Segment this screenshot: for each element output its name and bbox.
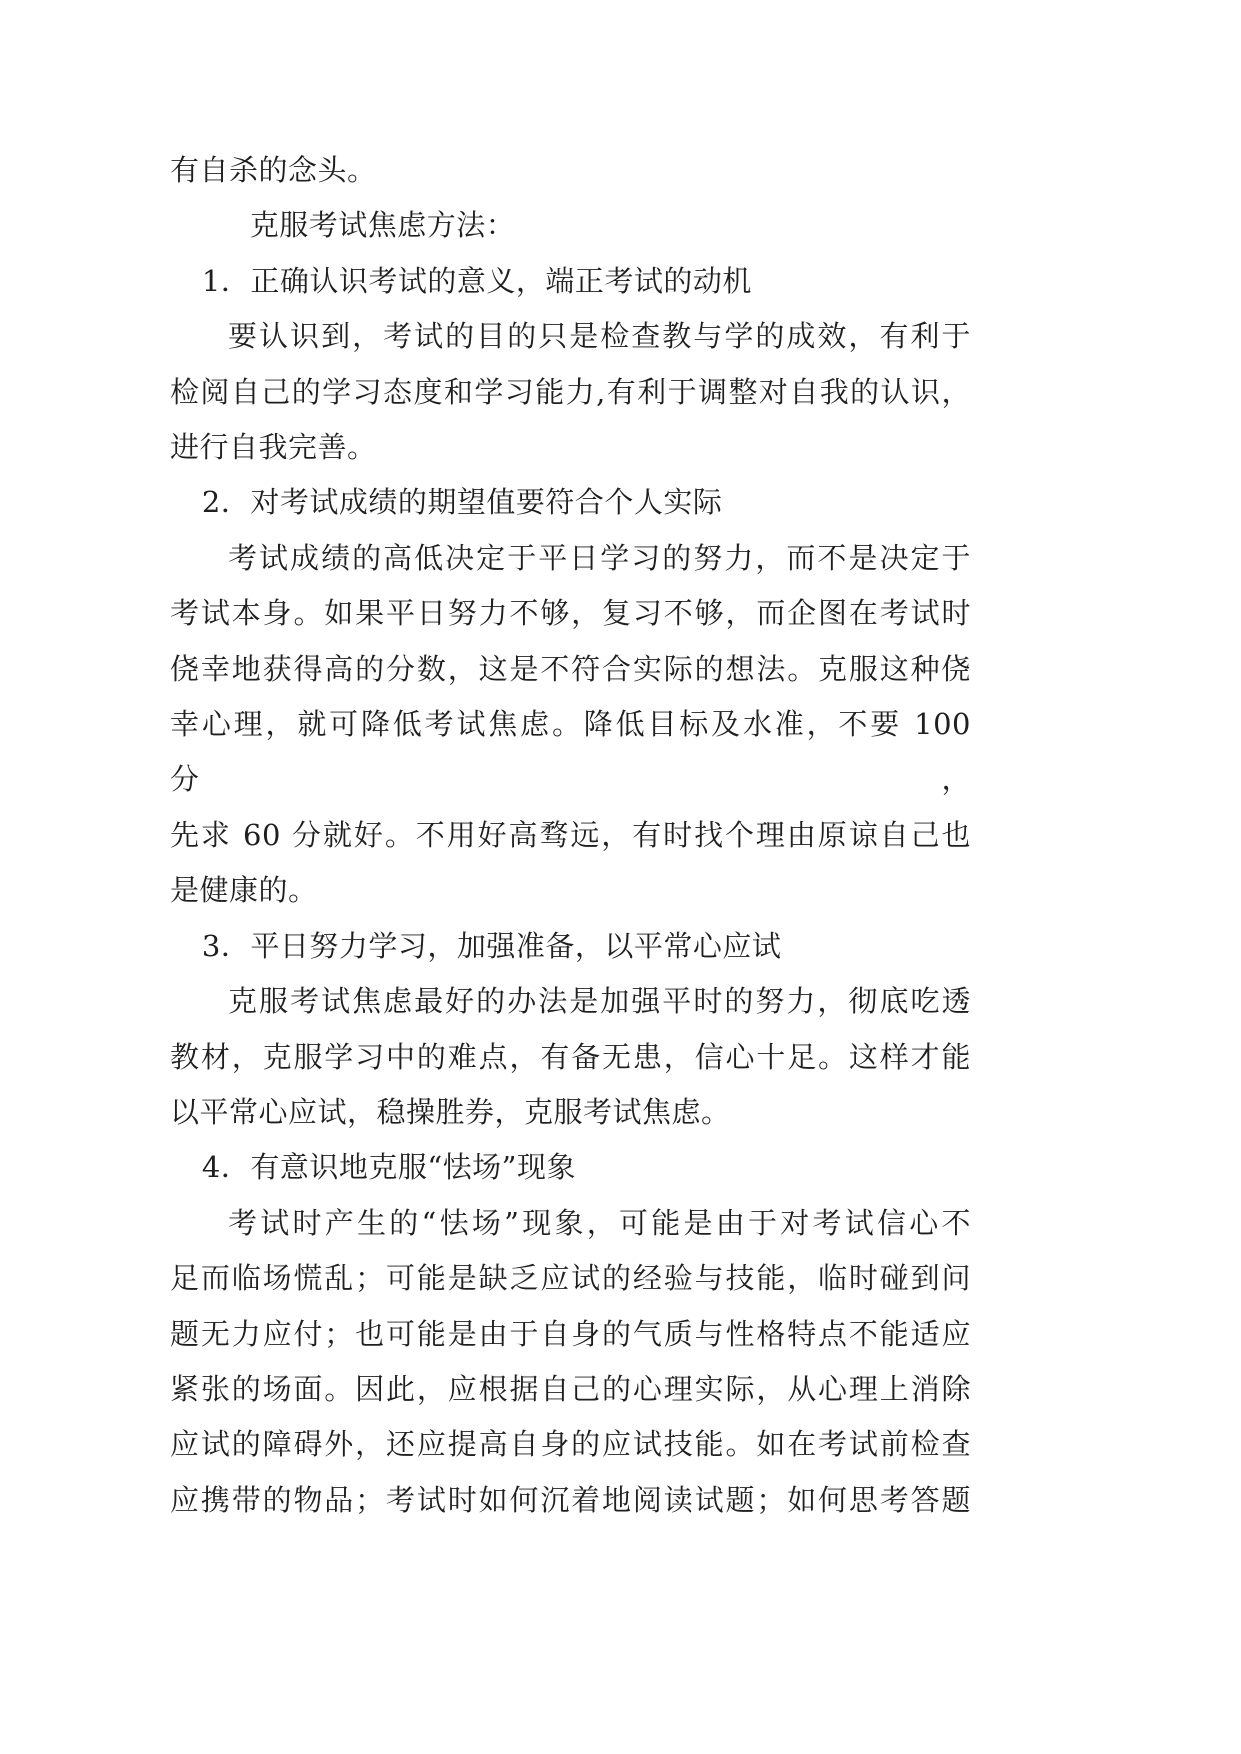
text-line: 题无力应付；也可能是由于自身的气质与性格特点不能适应 — [170, 1316, 971, 1351]
text-line: 侥幸地获得高的分数，这是不符合实际的想法。克服这种侥 — [170, 651, 971, 686]
text-line: 紧张的场面。因此，应根据自己的心理实际，从心理上消除 — [170, 1371, 971, 1406]
numbered-heading-1: 1．正确认识考试的意义，端正考试的动机 — [201, 263, 752, 298]
numbered-heading-4: 4．有意识地克服“怯场”现象 — [201, 1150, 576, 1185]
text-line: 应试的障碍外，还应提高自身的应试技能。如在考试前检查 — [170, 1427, 971, 1462]
text-body — [170, 143, 971, 1528]
text-line: 进行自我完善。 — [170, 430, 377, 465]
text-line: 克服考试焦虑最好的办法是加强平时的努力，彻底吃透 — [228, 984, 971, 1019]
text-line: 考试时产生的“怯场”现象，可能是由于对考试信心不 — [228, 1205, 971, 1240]
text-line: 以平常心应试，稳操胜券，克服考试焦虑。 — [170, 1094, 731, 1129]
numbered-heading-3: 3．平日努力学习，加强准备，以平常心应试 — [201, 928, 782, 963]
text-line: 应携带的物品；考试时如何沉着地阅读试题；如何思考答题 — [170, 1482, 971, 1517]
text-line: 检阅自己的学习态度和学习能力,有利于调整对自我的认识， — [170, 374, 971, 409]
text-line: 足而临场慌乱；可能是缺乏应试的经验与技能，临时碰到问 — [170, 1261, 971, 1296]
numbered-heading-2: 2．对考试成绩的期望值要符合个人实际 — [201, 485, 723, 520]
text-line: 要认识到，考试的目的只是检查教与学的成效，有利于 — [228, 319, 971, 354]
text-line: 教材，克服学习中的难点，有备无患，信心十足。这样才能 — [170, 1039, 971, 1074]
text-line: 考试成绩的高低决定于平日学习的努力，而不是决定于 — [228, 540, 971, 575]
text-line: 考试本身。如果平日努力不够，复习不够，而企图在考试时 — [170, 596, 971, 631]
text-line: 先求 60 分就好。不用好高骛远，有时找个理由原谅自己也 — [170, 817, 971, 852]
section-heading: 克服考试焦虑方法： — [249, 208, 516, 243]
text-line: 是健康的。 — [170, 873, 318, 908]
text-line: 幸心理，就可降低考试焦虑。降低目标及水准，不要 100 分， — [170, 707, 971, 797]
text-line: 有自杀的念头。 — [170, 153, 377, 187]
